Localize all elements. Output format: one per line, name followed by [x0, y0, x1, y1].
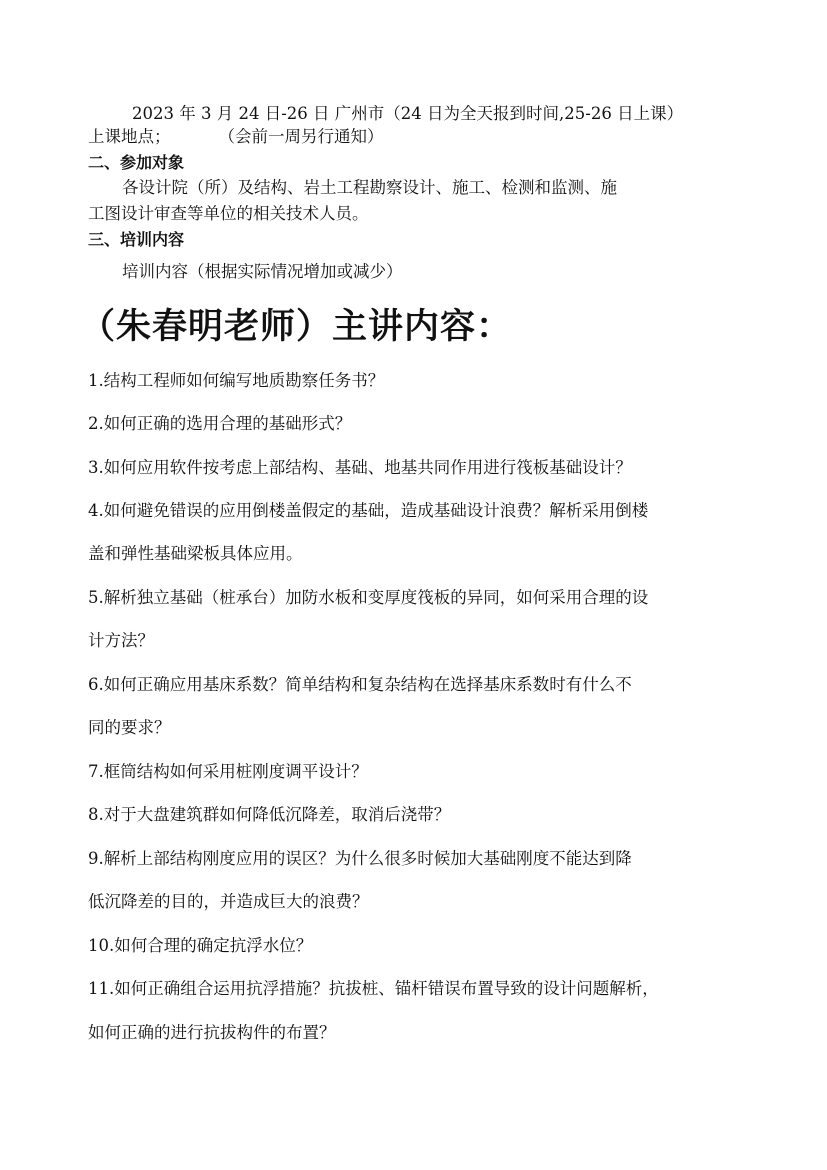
lecture-item: 8.对于大盘建筑群如何降低沉降差，取消后浇带？: [88, 805, 451, 824]
lecture-item: 2.如何正确的选用合理的基础形式？: [88, 414, 352, 433]
lecture-item-continued: 如何正确的进行抗拔构件的布置？: [88, 1023, 336, 1042]
location-note: （会前一周另行通知）: [218, 127, 384, 146]
lecture-item: 5.解析独立基础（桩承台）加防水板和变厚度筏板的异同，如何采用合理的设: [88, 588, 649, 607]
lecture-item-continued: 同的要求？: [88, 718, 171, 737]
schedule-date-line: 2023 年 3 月 24 日-26 日 广州市（24 日为全天报到时间,25-26 日上课）: [132, 104, 684, 123]
schedule-location-line: [88, 126, 384, 148]
participants-text-line-2: 工图设计审查等单位的相关技术人员。: [88, 204, 369, 223]
lecture-item-continued: 低沉降差的目的，并造成巨大的浪费？: [88, 892, 369, 911]
lecture-item: 4.如何避免错误的应用倒楼盖假定的基础，造成基础设计浪费？解析采用倒楼: [88, 501, 649, 520]
lecture-item: 6.如何正确应用基床系数？简单结构和复杂结构在选择基床系数时有什么不: [88, 675, 632, 694]
lecture-item: 3.如何应用软件按考虑上部结构、基础、地基共同作用进行筏板基础设计？: [88, 458, 632, 477]
section-participants-heading: 二、参加对象: [88, 153, 185, 172]
lecture-item: 11.如何正确组合运用抗浮措施？抗拔桩、锚杆错误布置导致的设计问题解析，: [88, 979, 659, 998]
lecture-item-continued: 计方法？: [88, 631, 154, 650]
lecture-item: 9.解析上部结构刚度应用的误区？为什么很多时候加大基础刚度不能达到降: [88, 849, 632, 868]
section-training-heading: 三、培训内容: [88, 230, 185, 249]
lecture-item-continued: 盖和弹性基础梁板具体应用。: [88, 544, 303, 563]
lecture-item: 1.结构工程师如何编写地质勘察任务书？: [88, 371, 385, 390]
lecture-item: 10.如何合理的确定抗浮水位？: [88, 936, 313, 955]
participants-text-line-1: 各设计院（所）及结构、岩土工程勘察设计、施工、检测和监测、施: [122, 178, 617, 197]
training-intro: 培训内容（根据实际情况增加或减少）: [122, 262, 403, 281]
lecture-item: 7.框筒结构如何采用桩刚度调平设计？: [88, 762, 368, 781]
lecture-title: （朱春明老师）主讲内容：: [80, 307, 513, 347]
location-label: 上课地点；: [88, 127, 171, 146]
